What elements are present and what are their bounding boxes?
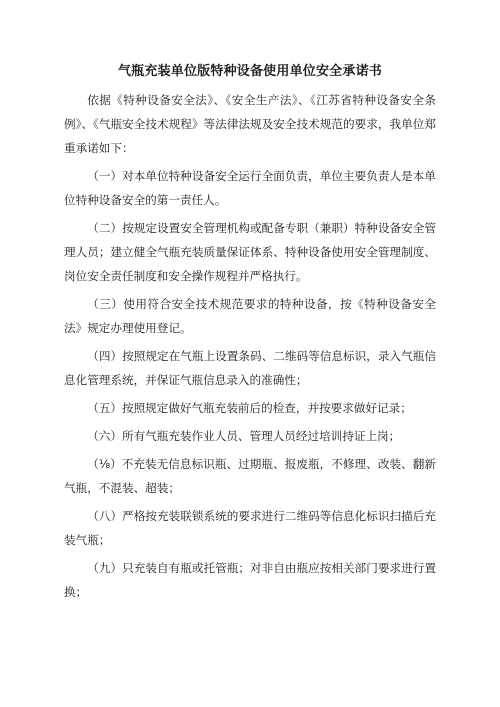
commitment-item-1: （一）对本单位特种设备安全运行全面负责，单位主要负责人是本单位特种设备安全的第一责任人。 <box>64 169 436 207</box>
document-title: 气瓶充装单位版特种设备使用单位安全承诺书 <box>117 64 382 79</box>
intro-paragraph: 依据《特种设备安全法》、《安全生产法》、《江苏省特种设备安全条例》、《气瓶安全技术规程》等法律法规及安全技术规范的要求，我单位郑重承诺如下： <box>64 93 436 155</box>
commitment-item-7: （⅛）不充装无信息标识瓶、过期瓶、报废瓶，不修理、改装、翻新气瓶，不混装、超装； <box>64 457 436 495</box>
commitment-item-3: （三）使用符合安全技术规范要求的特种设备，按《特种设备安全法》规定办理使用登记。 <box>64 297 436 335</box>
commitment-item-9: （九）只充装自有瓶或托管瓶；对非自由瓶应按相关部门要求进行置换； <box>64 561 436 599</box>
commitment-item-4: （四）按照规定在气瓶上设置条码、二维码等信息标识，录入气瓶信息化管理系统，并保证气瓶信息录入的准确性； <box>64 349 436 387</box>
commitment-item-8: （八）严格按充装联锁系统的要求进行二维码等信息化标识扫描后充装气瓶； <box>64 509 436 547</box>
commitment-item-5: （五）按照规定做好气瓶充装前后的检查，并按要求做好记录； <box>87 401 412 415</box>
commitment-item-6: （六）所有气瓶充装作业人员、管理人员经过培训持证上岗； <box>87 429 401 443</box>
commitment-item-2: （二）按规定设置安全管理机构或配备专职（兼职）特种设备安全管理人员；建立健全气瓶充装质量保证体系、特种设备使用安全管理制度、岗位安全责任制度和安全操作规程并严格执行。 <box>64 221 436 283</box>
